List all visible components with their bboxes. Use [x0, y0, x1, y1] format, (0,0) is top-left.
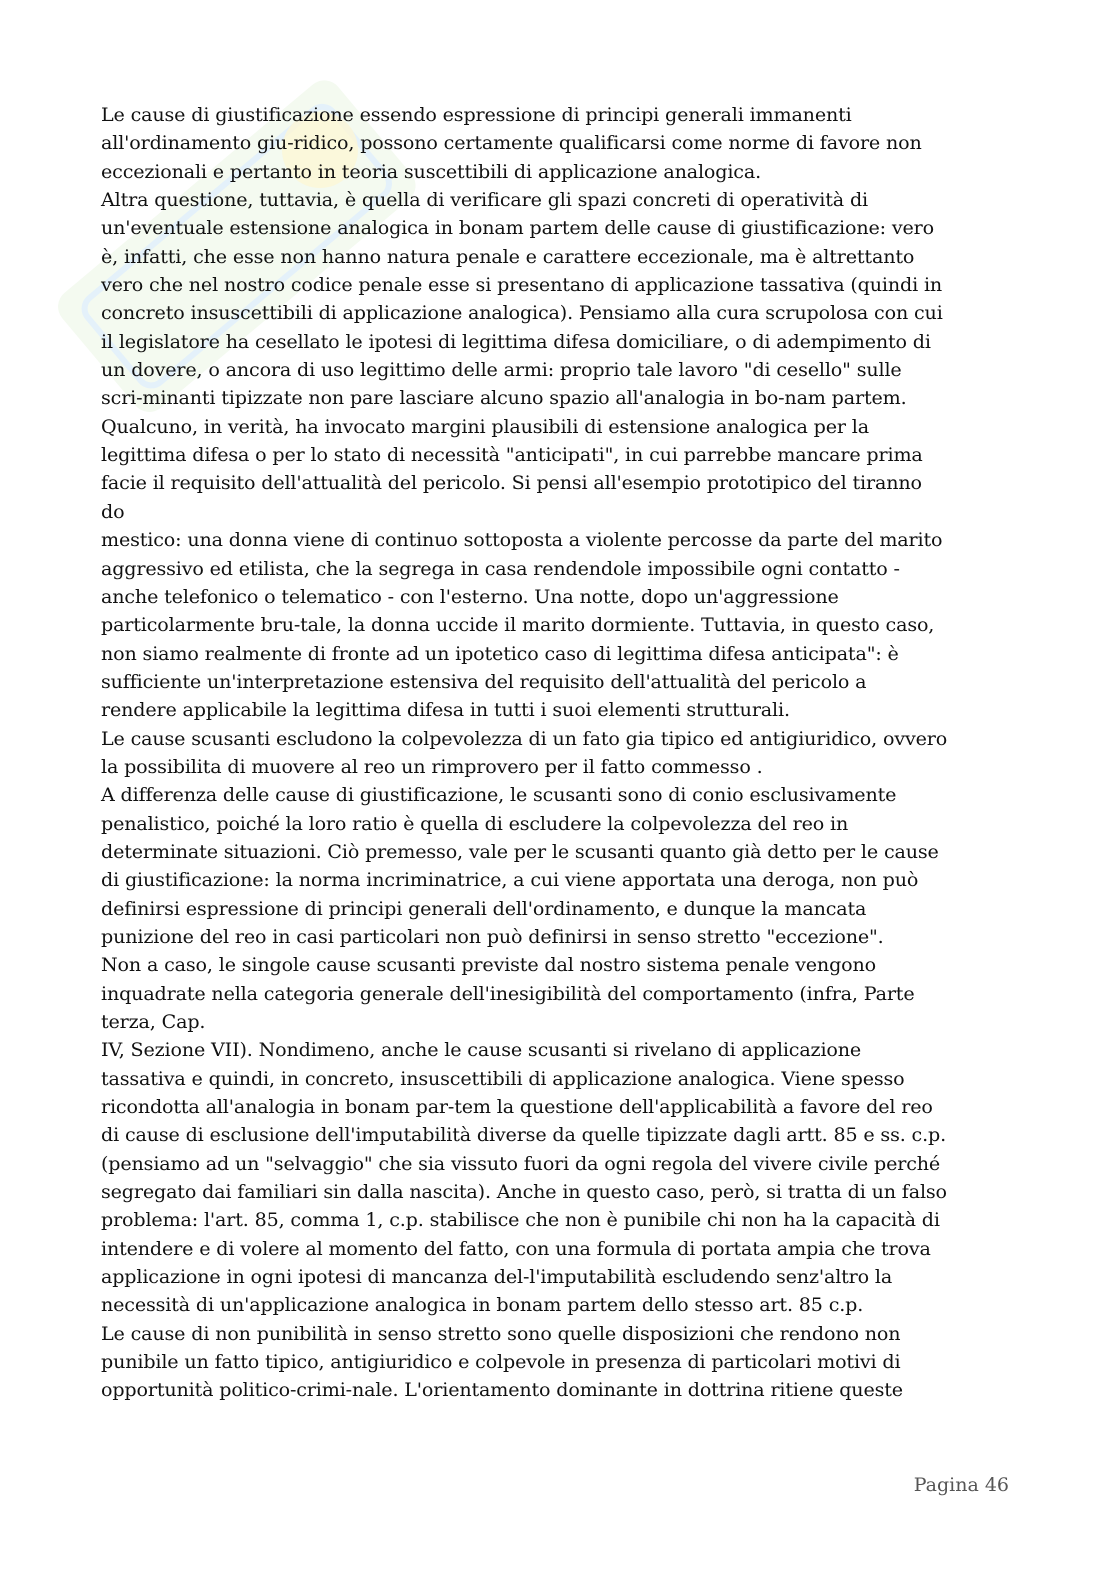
- body-text: [101, 101, 1016, 1405]
- text-line: ricondotta all'analogia in bonam par-tem la questione dell'applicabilità a favore del reo: [101, 1095, 933, 1119]
- text-line: aggressivo ed etilista, che la segrega in casa rendendole impossibile ogni contatto -: [101, 556, 900, 580]
- text-line: un'eventuale estensione analogica in bonam partem delle cause di giustificazione: vero: [101, 216, 934, 240]
- text-line: Non a caso, le singole cause scusanti previste dal nostro sistema penale vengono: [101, 953, 876, 977]
- text-line: punizione del reo in casi particolari non può definirsi in senso stretto "eccezione".: [101, 924, 884, 948]
- text-line: terza, Cap.: [101, 1010, 206, 1033]
- text-line: facie il requisito dell'attualità del pericolo. Si pensi all'esempio prototipico del tiranno: [101, 471, 922, 495]
- text-line: punibile un fatto tipico, antigiuridico e colpevole in presenza di particolari motivi di: [101, 1350, 901, 1374]
- text-line: particolarmente bru-tale, la donna uccide il marito dormiente. Tuttavia, in questo caso,: [101, 613, 935, 637]
- page-number: Pagina 46: [913, 1474, 1009, 1496]
- text-line: la possibilita di muovere al reo un rimprovero per il fatto commesso .: [101, 754, 763, 778]
- text-line: intendere e di volere al momento del fatto, con una formula di portata ampia che trova: [101, 1236, 931, 1260]
- text-line: Le cause di non punibilità in senso stretto sono quelle disposizioni che rendono non: [101, 1321, 901, 1345]
- text-line: tassativa e quindi, in concreto, insuscettibili di applicazione analogica. Viene spesso: [101, 1066, 905, 1090]
- text-line: IV, Sezione VII). Nondimeno, anche le cause scusanti si rivelano di applicazione: [101, 1038, 862, 1062]
- text-line: segregato dai familiari sin dalla nascita). Anche in questo caso, però, si tratta di un falso: [101, 1180, 947, 1204]
- text-line: opportunità politico-crimi-nale. L'orientamento dominante in dottrina ritiene queste: [101, 1378, 903, 1402]
- text-line: è, infatti, che esse non hanno natura penale e carattere eccezionale, ma è altrettanto: [101, 244, 915, 268]
- text-line: determinate situazioni. Ciò premesso, vale per le scusanti quanto già detto per le cause: [101, 839, 939, 863]
- text-line: Le cause di giustificazione essendo espressione di principi generali immanenti: [101, 103, 852, 126]
- text-line: scri-minanti tipizzate non pare lasciare alcuno spazio all'analogia in bo-nam partem.: [101, 386, 907, 410]
- text-line: di cause di esclusione dell'imputabilità diverse da quelle tipizzate dagli artt. 85 e ss. c.p.: [101, 1123, 947, 1147]
- text-line: un dovere, o ancora di uso legittimo delle armi: proprio tale lavoro "di cesello" sulle: [101, 358, 902, 382]
- text-line: definirsi espressione di principi generali dell'ordinamento, e dunque la mancata: [101, 896, 867, 920]
- text-line: anche telefonico o telematico - con l'esterno. Una notte, dopo un'aggressione: [101, 584, 839, 608]
- text-line: A differenza delle cause di giustificazione, le scusanti sono di conio esclusivamente: [101, 783, 897, 807]
- text-line: mestico: una donna viene di continuo sottoposta a violente percosse da parte del marito: [101, 528, 943, 552]
- text-line: vero che nel nostro codice penale esse si presentano di applicazione tassativa (quindi in: [101, 273, 943, 297]
- text-line: di giustificazione: la norma incriminatrice, a cui viene apportata una deroga, non può: [101, 868, 919, 892]
- text-line: Le cause scusanti escludono la colpevolezza di un fato gia tipico ed antigiuridico, ovvero: [101, 726, 948, 750]
- text-line: penalistico, poiché la loro ratio è quella di escludere la colpevolezza del reo in: [101, 811, 849, 835]
- text-line: il legislatore ha cesellato le ipotesi di legittima difesa domiciliare, o di adempimento di: [101, 329, 931, 353]
- text-line: eccezionali e pertanto in teoria suscettibili di applicazione analogica.: [101, 159, 761, 183]
- text-line: necessità di un'applicazione analogica in bonam partem dello stesso art. 85 c.p.: [101, 1293, 864, 1317]
- text-line: problema: l'art. 85, comma 1, c.p. stabilisce che non è punibile chi non ha la capacità di: [101, 1208, 940, 1232]
- text-line: rendere applicabile la legittima difesa in tutti i suoi elementi strutturali.: [101, 698, 790, 722]
- text-line: legittima difesa o per lo stato di necessità "anticipati", in cui parrebbe mancare prima: [101, 443, 923, 467]
- text-line: (pensiamo ad un "selvaggio" che sia vissuto fuori da ogni regola del vivere civile perché: [101, 1151, 941, 1175]
- text-line: do: [101, 499, 125, 523]
- text-line: non siamo realmente di fronte ad un ipotetico caso di legittima difesa anticipata": è: [101, 641, 899, 665]
- text-line: all'ordinamento giu-ridico, possono certamente qualificarsi come norme di favore non: [101, 131, 922, 155]
- text-line: Altra questione, tuttavia, è quella di verificare gli spazi concreti di operatività di: [101, 188, 868, 212]
- text-line: sufficiente un'interpretazione estensiva del requisito dell'attualità del pericolo a: [101, 669, 867, 693]
- text-line: applicazione in ogni ipotesi di mancanza del-l'imputabilità escludendo senz'altro la: [101, 1265, 893, 1289]
- text-line: Qualcuno, in verità, ha invocato margini plausibili di estensione analogica per la: [101, 414, 869, 438]
- text-line: inquadrate nella categoria generale dell'inesigibilità del comportamento (infra, Parte: [101, 981, 915, 1005]
- text-line: concreto insuscettibili di applicazione analogica). Pensiamo alla cura scrupolosa con cui: [101, 301, 943, 325]
